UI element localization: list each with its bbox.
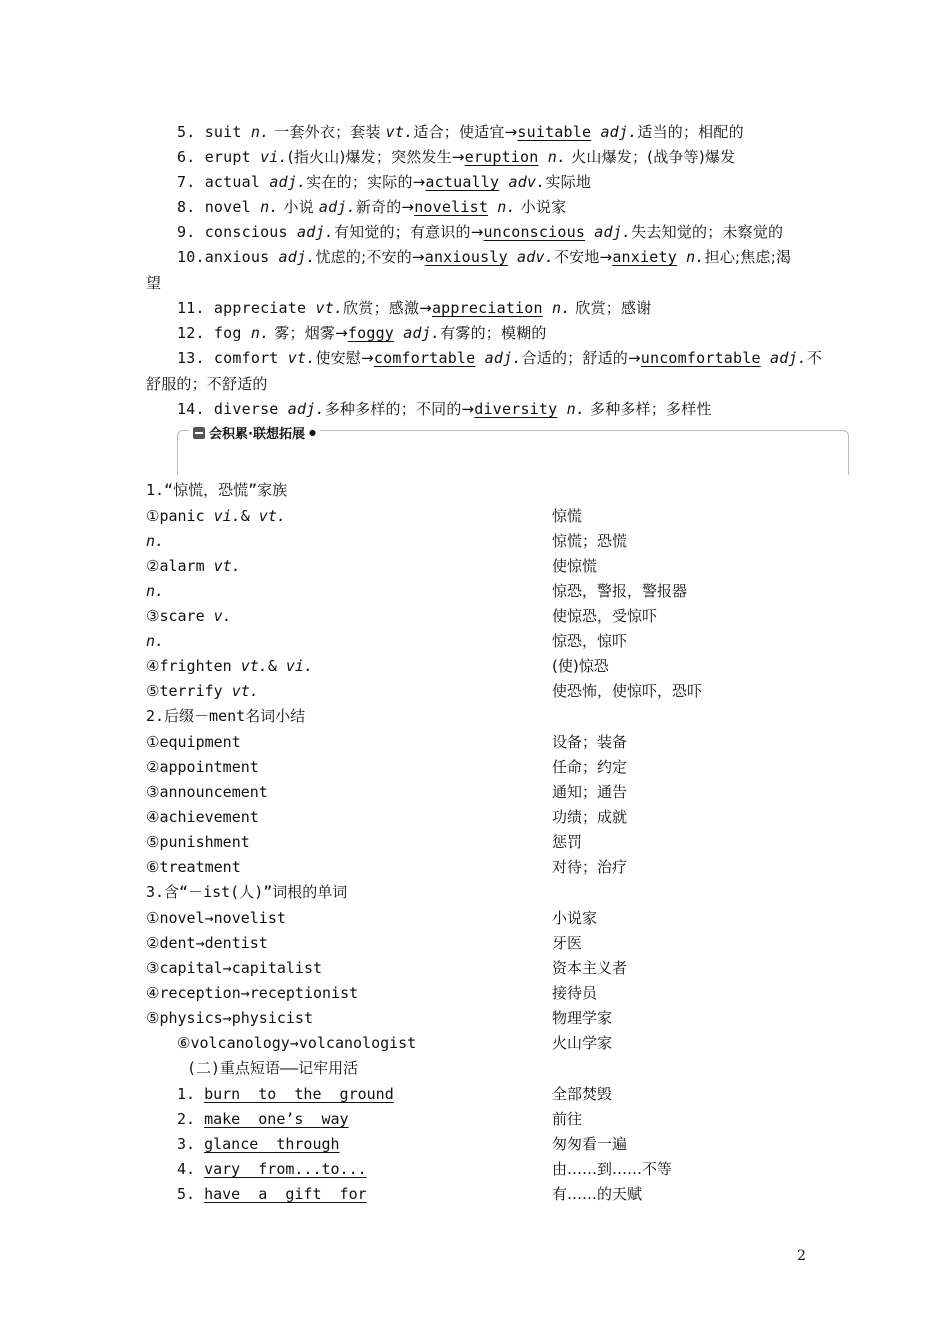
s3-right-1: 小说家 [552,909,598,927]
section-4-title: (二)重点短语——记牢用活 [187,1059,359,1077]
answer-diversity: diversity [474,400,558,418]
phrase-5: 5. have a gift for [177,1185,367,1203]
s3-left-3: ③capital→capitalist [146,959,323,977]
s1-right-7: (使)惊恐 [552,657,609,675]
s1-right-6: 惊恐，惊吓 [552,632,628,650]
s3-right-4: 接待员 [552,984,598,1002]
section-box-title: 会积累·联想拓展 ● [189,423,320,442]
s2-right-4: 功绩；成就 [552,808,628,826]
s3-right-2: 牙医 [552,934,583,952]
phrase-3-meaning: 匆匆看一遍 [552,1135,628,1153]
s2-right-1: 设备；装备 [552,733,628,751]
answer-comfortable: comfortable [373,349,476,367]
s3-left-4: ④reception→receptionist [146,984,359,1002]
phrase-4-meaning: 由……到……不等 [552,1160,673,1178]
vocab-line-13-cont: 舒服的；不舒适的 [146,375,268,393]
vocab-line-9: 9. conscious adj.有知觉的；有意识的→unconscious adj.失去知觉的；未察觉的 [177,223,784,241]
s1-right-8: 使恐怖，使惊吓，恐吓 [552,682,703,700]
s3-left-2: ②dent→dentist [146,934,268,952]
s1-left-6: n. [146,632,165,650]
s1-left-2: n. [146,532,165,550]
phrase-2-meaning: 前往 [552,1110,583,1128]
s1-right-5: 使惊恐，受惊吓 [552,607,658,625]
s1-left-4: n. [146,582,165,600]
list-icon [193,427,205,439]
vocab-line-11: 11. appreciate vt.欣赏；感激→appreciation n. 欣赏；感谢 [177,299,652,317]
vocab-line-10-cont: 望 [146,274,162,292]
s2-left-5: ⑤punishment [146,833,250,851]
vocab-line-10: 10.anxious adj.忧虑的;不安的→anxiously adv.不安地→anxiety n.担心;焦虑;渴 [177,248,792,266]
s2-left-4: ④achievement [146,808,259,826]
s3-left-1: ①novel→novelist [146,909,286,927]
s1-right-4: 惊恐，警报，警报器 [552,582,688,600]
vocab-line-12: 12. fog n. 雾；烟雾→foggy adj.有雾的；模糊的 [177,324,547,342]
s2-right-2: 任命；约定 [552,758,628,776]
s1-right-3: 使惊慌 [552,557,598,575]
s1-left-1: ①panic vi.& vt. [146,507,286,525]
phrase-4: 4. vary from...to... [177,1160,367,1178]
section-1-title: 1.“惊慌，恐慌”家族 [146,481,288,499]
answer-foggy: foggy [347,324,395,342]
s2-left-1: ①equipment [146,733,241,751]
answer-suitable: suitable [517,123,592,141]
s2-left-3: ③announcement [146,783,268,801]
vocab-line-8: 8. novel n. 小说 adj.新奇的→novelist n. 小说家 [177,198,567,216]
answer-eruption: eruption [464,148,539,166]
vocab-line-6: 6. erupt vi.(指火山)爆发；突然发生→eruption n. 火山爆发；(战争等)爆发 [177,148,736,166]
phrase-5-meaning: 有……的天赋 [552,1185,643,1203]
section-3-title: 3.含“－ist(人)”词根的单词 [146,883,348,901]
s3-right-5: 物理学家 [552,1009,613,1027]
vocab-line-14: 14. diverse adj.多种多样的；不同的→diversity n. 多种多样；多样性 [177,400,712,418]
s2-right-3: 通知；通告 [552,783,628,801]
answer-novelist: novelist [414,198,489,216]
s3-left-6: ⑥volcanology→volcanologist [177,1034,417,1052]
answer-anxiety: anxiety [612,248,677,266]
s3-left-5: ⑤physics→physicist [146,1009,313,1027]
answer-actually: actually [425,173,500,191]
phrase-3: 3. glance through [177,1135,340,1153]
phrase-2: 2. make one’s way [177,1110,349,1128]
answer-uncomfortable: uncomfortable [640,349,761,367]
s2-right-5: 惩罚 [552,833,583,851]
dot-icon: ● [308,428,316,437]
s2-left-2: ②appointment [146,758,259,776]
s1-right-1: 惊慌 [552,507,583,525]
vocab-line-7: 7. actual adj.实在的；实际的→actually adv.实际地 [177,173,592,191]
s2-right-6: 对待；治疗 [552,858,628,876]
answer-appreciation: appreciation [431,299,543,317]
s3-right-6: 火山学家 [552,1034,613,1052]
vocab-line-13: 13. comfort vt.使安慰→comfortable adj.合适的；舒适的→uncomfortable adj.不 [177,349,823,367]
phrase-1-meaning: 全部焚毁 [552,1085,613,1103]
s1-left-8: ⑤terrify vt. [146,682,259,700]
section-2-title: 2.后缀－ment名词小结 [146,707,306,725]
answer-anxiously: anxiously [424,248,508,266]
s3-right-3: 资本主义者 [552,959,628,977]
s1-right-2: 惊慌；恐慌 [552,532,628,550]
page-number: 2 [797,1248,806,1264]
vocab-line-5: 5. suit n. 一套外衣；套装 vt.适合；使适宜→suitable adj.适当的；相配的 [177,123,744,141]
s1-left-3: ②alarm vt. [146,557,241,575]
s1-left-5: ③scare v. [146,607,232,625]
s2-left-6: ⑥treatment [146,858,241,876]
s1-left-7: ④frighten vt.& vi. [146,657,313,675]
answer-unconscious: unconscious [483,223,586,241]
phrase-1: 1. burn to the ground [177,1085,394,1103]
